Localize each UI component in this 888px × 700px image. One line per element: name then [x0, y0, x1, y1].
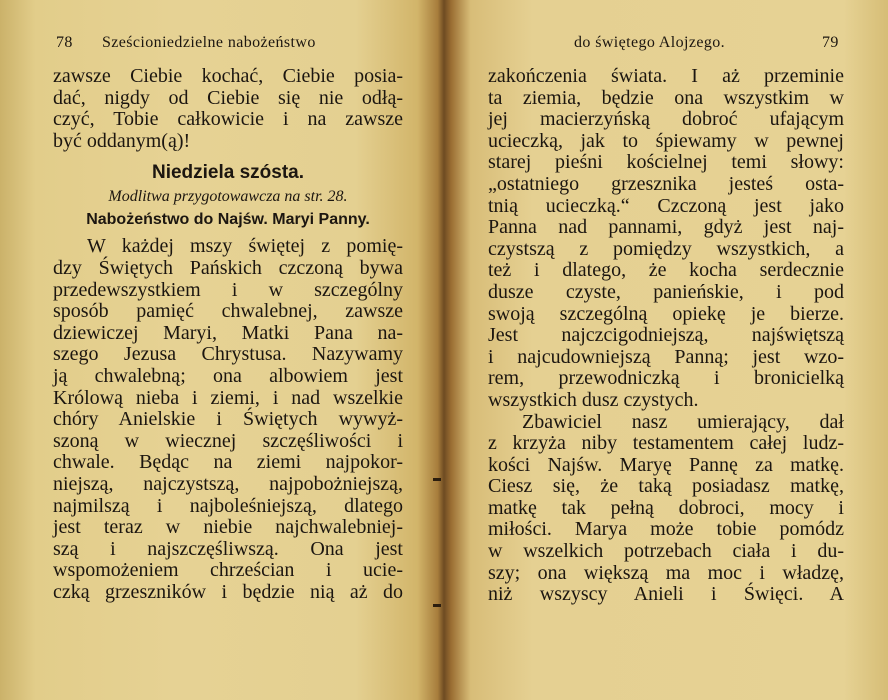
text-line: wspomożeniem chrześcian i ucie-: [53, 559, 403, 582]
text-line: szą i najszczęśliwszą. Ona jest: [53, 537, 403, 560]
text-line: jest teraz w niebie najchwalebniej-: [53, 516, 403, 539]
text-line: rem, przewodniczką i bronicielką: [488, 367, 844, 390]
text-line: Jest najczcigodniejszą, najświętszą: [488, 324, 844, 347]
text-line: Ciesz się, że taką posiadasz matkę,: [488, 475, 844, 498]
section-heading: Niedziela szósta.: [151, 162, 305, 184]
text-line: czką grzeszników i będzie nią aż do: [53, 580, 403, 603]
text-line: dziewiczej Maryi, Matki Pana na-: [53, 321, 403, 344]
text-line: ucieczką, jak to śpiewamy w pewnej: [488, 129, 844, 152]
running-head-right: do świętego Alojzego.: [574, 34, 726, 51]
text-line: zawsze Ciebie kochać, Ciebie posia-: [53, 65, 403, 87]
text-line: zakończenia świata. I aż przeminie: [488, 65, 844, 87]
text-line: jej macierzyńską dobroć ufającym: [488, 108, 844, 131]
text-line: w wszelkich potrzebach ciała i du-: [488, 540, 844, 563]
text-line: wszystkich dusz czystych.: [488, 388, 699, 411]
gutter-mark: [433, 478, 441, 481]
text-line: W każdej mszy świętej z pomię-: [87, 235, 403, 258]
page-number-right: 79: [822, 34, 839, 51]
text-line: z krzyża niby testamentem całej ludz-: [488, 432, 844, 455]
text-line: przedewszystkiem i w szczególny: [53, 278, 403, 301]
page-number-left: 78: [56, 34, 73, 51]
text-line: matkę tak pełną dobroci, mocy i: [488, 496, 844, 519]
text-line: szoną w wiecznej szczęśliwości i: [53, 429, 403, 452]
text-line: czyć, Tobie całkowicie i na zawsze: [53, 108, 403, 131]
text-line: swoją szczególną opiekę je bierze.: [488, 302, 844, 325]
text-line: chóry Anielskie i Świętych wywyż-: [53, 408, 403, 431]
text-line: i najcudowniejszą Panną; jest wzo-: [488, 345, 844, 368]
left-page: [0, 0, 440, 700]
text-line: dać, nigdy od Ciebie się nie odłą-: [53, 86, 403, 109]
text-line: Zbawiciel nasz umierający, dał: [522, 410, 844, 433]
text-line: niż wszyscy Anieli i Święci. A: [488, 583, 844, 606]
text-line: miłości. Marya może tobie pomódz: [488, 518, 844, 541]
prayer-reference: Modlitwa przygotowawcza na str. 28.: [108, 188, 348, 206]
section-title: Nabożeństwo do Najśw. Maryi Panny.: [86, 211, 370, 229]
text-line: tnią ucieczką.“ Czczoną jest jako: [488, 194, 844, 217]
text-line: czystszą z pomiędzy wszystkich, a: [488, 237, 844, 260]
text-line: chwale. Będąc na ziemi najpokor-: [53, 451, 403, 474]
text-line: sposób pamięć chwalebnej, zawsze: [53, 300, 403, 323]
text-line: ta ziemia, będzie ona wszystkim w: [488, 86, 844, 109]
text-line: starej pieśni kościelnej temi słowy:: [488, 151, 844, 174]
right-page-text: [488, 66, 844, 606]
text-line: kości Najśw. Maryę Pannę za matkę.: [488, 453, 844, 476]
gutter-mark: [433, 604, 441, 607]
text-line: Królową nieba i ziemi, i nad wszelkie: [53, 386, 403, 409]
running-head-left: Sześcioniedzielne nabożeństwo: [102, 34, 316, 51]
text-line: być oddanym(ą)!: [53, 129, 191, 152]
text-line: ją chwalebną; ona albowiem jest: [53, 364, 403, 387]
text-line: niejszą, najczystszą, najpobożniejszą,: [53, 472, 403, 495]
text-line: dusze czyste, panieńskie, i pod: [488, 280, 844, 303]
text-line: szego Jezusa Chrystusa. Nazywamy: [53, 343, 403, 366]
text-line: szy; ona większą ma moc i władzę,: [488, 561, 844, 584]
text-line: „ostatniego grzesznika jesteś osta-: [488, 172, 844, 195]
right-page: [444, 0, 888, 700]
left-page-text: [53, 66, 403, 603]
text-line: najmilszą i najboleśniejszą, dlatego: [53, 494, 403, 517]
text-line: Panna nad pannami, gdyż jest naj-: [488, 216, 844, 239]
text-line: też i dlatego, że kocha serdecznie: [488, 259, 844, 282]
text-line: dzy Świętych Pańskich czczoną bywa: [53, 256, 403, 279]
